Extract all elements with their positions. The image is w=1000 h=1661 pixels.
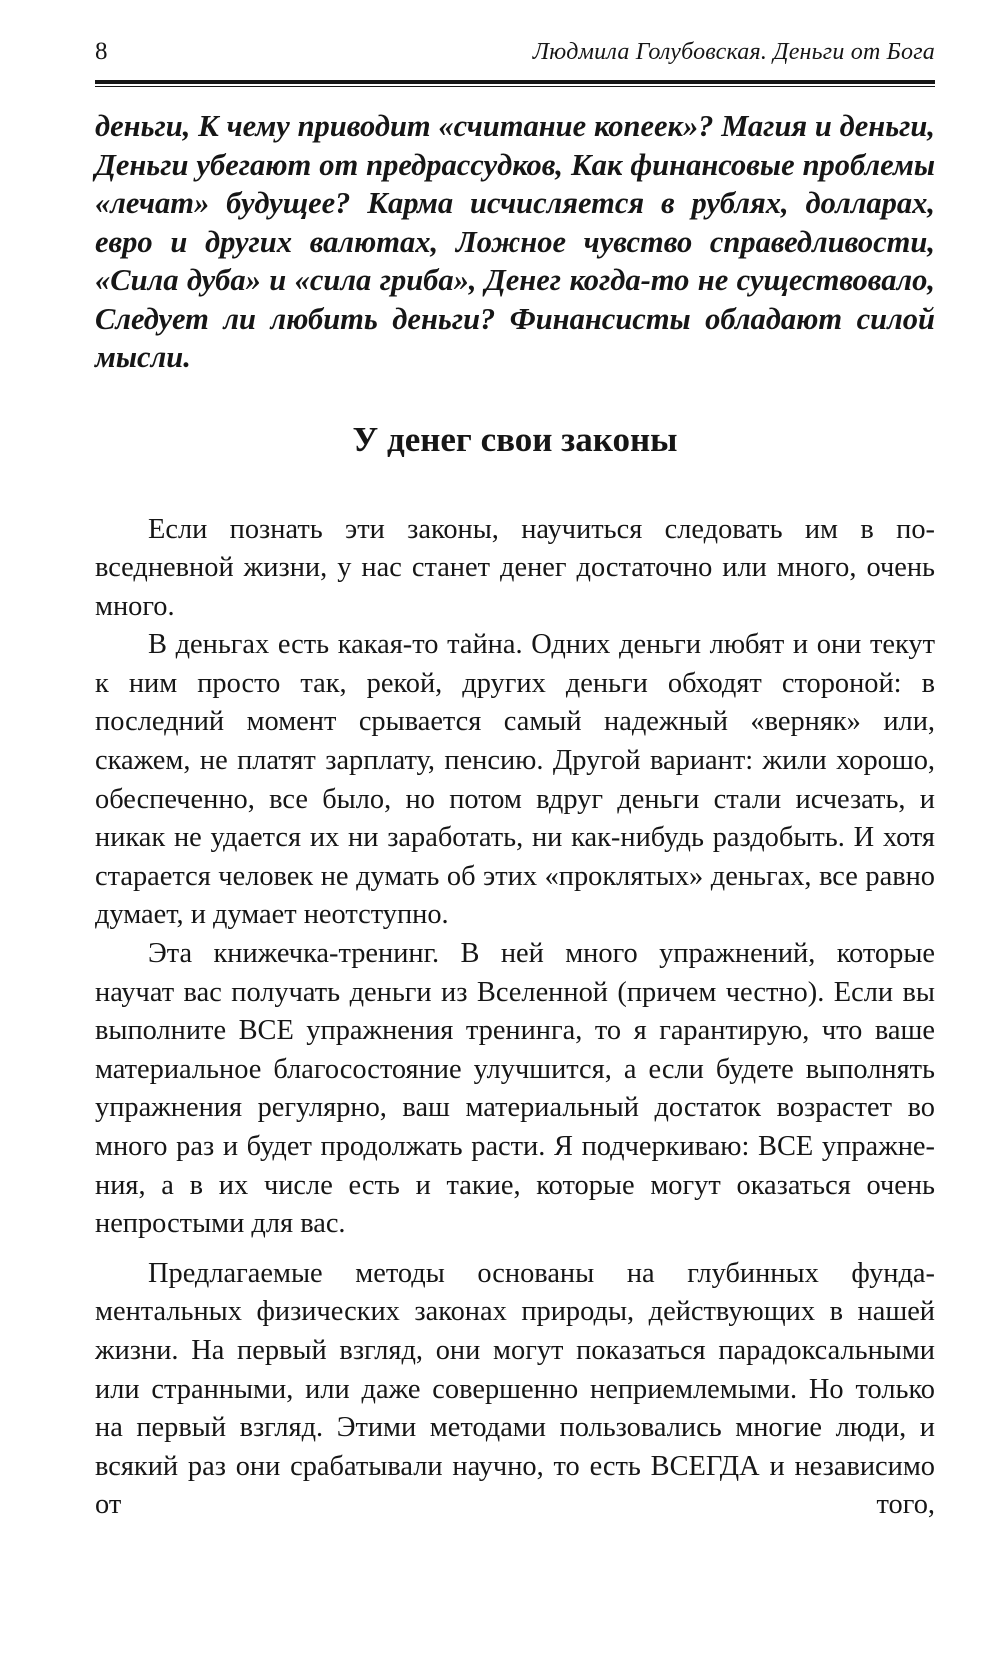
- book-page: [95, 38, 935, 1525]
- paragraph: Предлагаемые методы основаны на глубинных фундаментальных физических законах природы, действующих в нашей жизни. На первый взгляд, они могут показаться парадоксальными или странными, или даже совершенно неприемлемыми. Но только на первый взгляд. Этими методами пользовались многие люди, и всякий раз они срабатывали научно, то есть ВСЕГДА и независимо от того,: [95, 1257, 935, 1521]
- paragraph: Эта книжечка-тренинг. В ней много упражнений, которые научат вас получать деньги из Вселенной (причем честно). Если вы выполните ВСЕ упражнения тренинга, то я гарантирую, что ваше материальное благосостояние улучшится, а если будете выполнять упражнения регулярно, ваш материальный достаток возрастет во много раз и будет продолжать расти. Я подчеркиваю: ВСЕ упражнения, а в их числе есть и такие, которые могут оказаться очень непростыми для вас.: [95, 938, 935, 1240]
- body-text: [95, 511, 935, 1525]
- paragraph: В деньгах есть какая-то тайна. Одних деньги любят и они текут к ним просто так, рекой, других деньги обходят стороной: в последний момент срывается самый надежный «верняк» или, скажем, не платят зарплату, пенсию. Другой вариант: жили хорошо, обеспеченно, все было, но потом вдруг деньги стали исчезать, и никак не удается их ни заработать, ни как-нибудь раздобыть. И хотя старается человек не думать об этих «проклятых» деньгах, все равно думает, и думает неотступно.: [95, 629, 935, 931]
- paragraph: Если познать эти законы, научиться следовать им в повседневной жизни, у нас станет денег достаточно или много, очень много.: [95, 513, 935, 622]
- running-header: [95, 38, 935, 78]
- running-title: Людмила Голубовская. Деньги от Бога: [532, 39, 935, 65]
- page-number: 8: [95, 38, 108, 65]
- section-title: У денег свои законы: [352, 419, 678, 459]
- chapter-summary: деньги, К чему приводит «считание копеек»? Магия и деньги, Деньги убегают от предрассудков, Как финансовые проблемы «лечат» будущее? Карма исчисляется в рублях, долларах, евро и других валютах, Ложное чувство справедливости, «Сила дуба» и «сила гриба», Денег когда-то не существовало, Следует ли любить деньги? Финансисты обладают силой мысли.: [95, 109, 935, 374]
- header-rule: [95, 80, 935, 87]
